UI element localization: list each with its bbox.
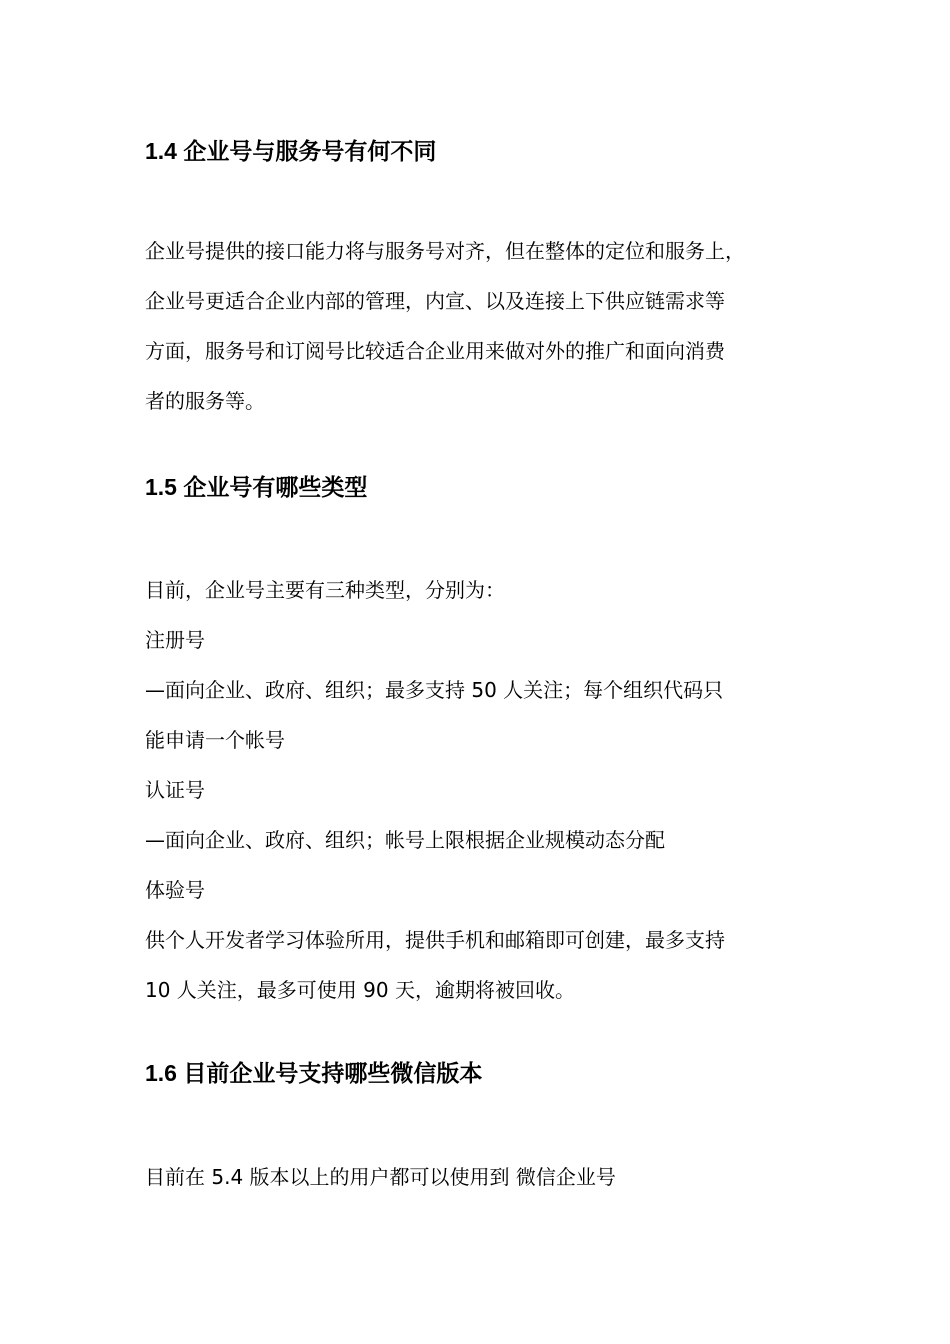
section-1-5-title: 1.5 企业号有哪些类型: [145, 474, 368, 500]
paragraph-line: 方面，服务号和订阅号比较适合企业用来做对外的推广和面向消费: [145, 339, 725, 363]
account-type-description: 10 人关注，最多可使用 90 天，逾期将被回收。: [145, 978, 575, 1002]
account-type-name: 认证号: [145, 778, 205, 802]
account-type-name: 体验号: [145, 878, 205, 902]
account-type-description: 能申请一个帐号: [145, 728, 285, 752]
paragraph-line: 目前在 5.4 版本以上的用户都可以使用到 微信企业号: [145, 1165, 616, 1189]
section-1-4-title: 1.4 企业号与服务号有何不同: [145, 138, 437, 164]
section-1-6-body: [145, 1152, 616, 1202]
section-1-6-title: 1.6 目前企业号支持哪些微信版本: [145, 1060, 483, 1086]
paragraph-line: 者的服务等。: [145, 389, 265, 413]
paragraph-line: 目前，企业号主要有三种类型，分别为：: [145, 578, 505, 602]
account-type-description: —面向企业、政府、组织；最多支持 50 人关注；每个组织代码只: [145, 678, 724, 702]
account-type-name: 注册号: [145, 628, 205, 652]
account-type-description: 供个人开发者学习体验所用，提供手机和邮箱即可创建，最多支持: [145, 928, 725, 952]
paragraph-line: 企业号更适合企业内部的管理，内宣、以及连接上下供应链需求等: [145, 289, 725, 313]
paragraph-line: 企业号提供的接口能力将与服务号对齐，但在整体的定位和服务上，: [145, 239, 745, 263]
section-1-4-body: [145, 226, 745, 426]
account-type-description: —面向企业、政府、组织；帐号上限根据企业规模动态分配: [145, 828, 665, 852]
section-1-5-body: [145, 565, 725, 1015]
